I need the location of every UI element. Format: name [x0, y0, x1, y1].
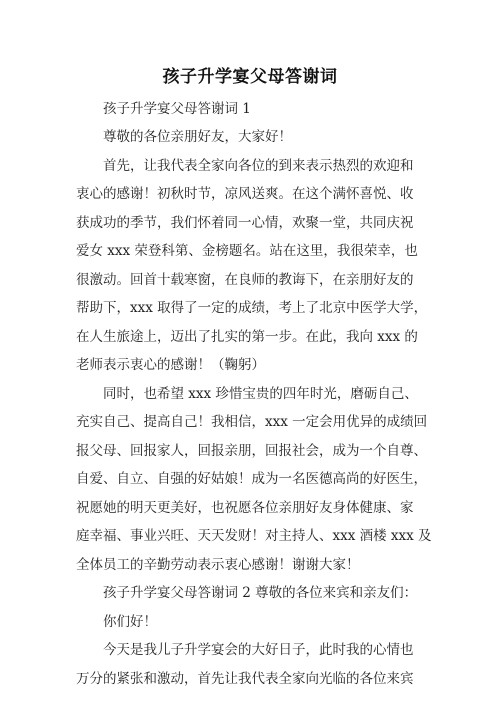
paragraph-line: 祝愿她的明天更美好，也祝愿各位亲朋好友身体健康、家: [76, 500, 414, 516]
paragraph-line: 全体员工的辛勤劳动表示衷心感谢！谢谢大家！: [76, 557, 360, 573]
paragraph-line: 庭幸福、事业兴旺、天天发财！对主持人、xxx 酒楼 xxx 及: [76, 528, 432, 544]
paragraph-line: 获成功的季节，我们怀着同一心情，欢聚一堂，共同庆祝: [76, 215, 414, 231]
paragraph-line: 同时，也希望 xxx 珍惜宝贵的四年时光，磨砺自己、: [103, 386, 418, 402]
document-title: 孩子升学宴父母答谢词: [162, 67, 338, 87]
paragraph-line: 自爱、自立、自强的好姑娘！成为一名医德高尚的好医生，: [76, 471, 427, 487]
paragraph-line: 在人生旅途上，迈出了扎实的第一步。在此，我向 xxx 的: [76, 329, 418, 345]
paragraph-line: 报父母、回报家人，回报亲朋，回报社会，成为一个自尊、: [76, 443, 427, 459]
paragraph-line: 老师表示衷心的感谢！（鞠躬）: [76, 357, 265, 373]
paragraph-line: 首先，让我代表全家向各位的到来表示热烈的欢迎和: [103, 158, 414, 174]
paragraph-line: 爱女 xxx 荣登科第、金榜题名。站在这里，我很荣幸，也: [76, 243, 418, 259]
paragraph-line: 帮助下，xxx 取得了一定的成绩，考上了北京中医学大学，: [76, 300, 428, 316]
greeting: 你们好！: [103, 614, 157, 630]
paragraph-line: 衷心的感谢！初秋时节，凉风送爽。在这个满怀喜悦、收: [76, 186, 414, 202]
paragraph-line: 充实自己、提高自己！我相信，xxx 一定会用优异的成绩回: [76, 414, 428, 430]
section-heading-1: 孩子升学宴父母答谢词 1: [103, 101, 251, 117]
paragraph-line: 万分的紧张和激动，首先让我代表全家向光临的各位来宾: [76, 671, 414, 687]
paragraph-line: 很激动。回首十载寒窗，在良师的教诲下，在亲朋好友的: [76, 272, 414, 288]
section-heading-2: 孩子升学宴父母答谢词 2 尊敬的各位来宾和亲友们：: [103, 585, 418, 601]
salutation: 尊敬的各位亲朋好友，大家好！: [103, 129, 292, 145]
paragraph-line: 今天是我儿子升学宴会的大好日子，此时我的心情也: [103, 642, 414, 658]
